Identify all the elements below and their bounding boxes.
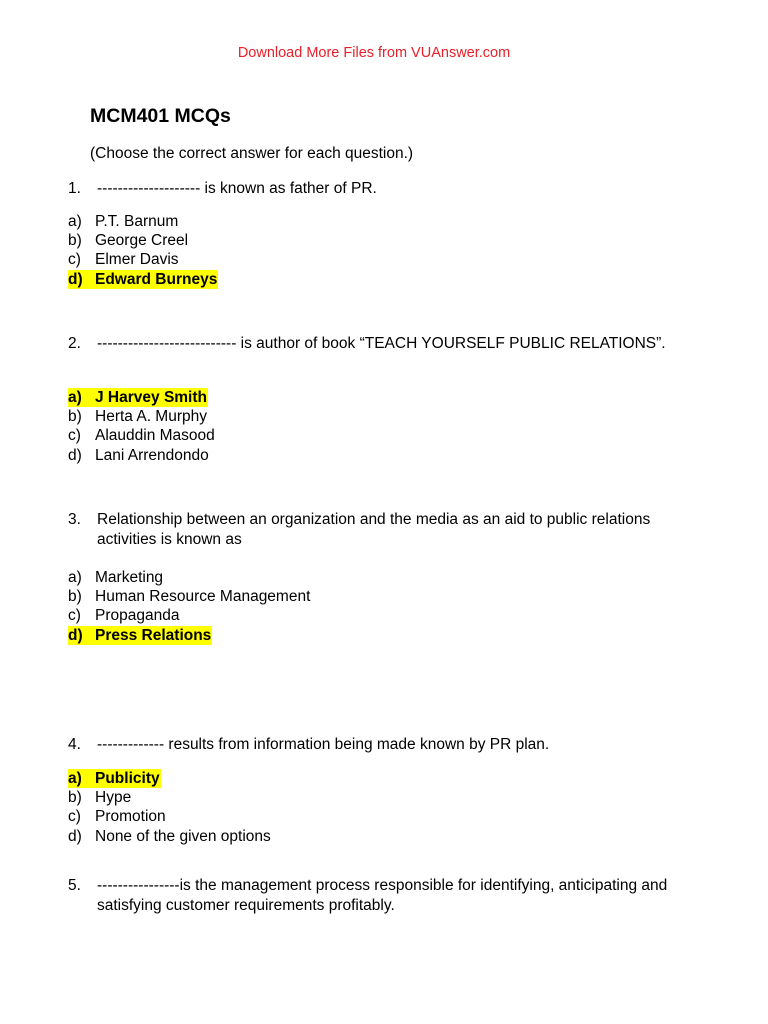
option-letter: c) xyxy=(68,427,81,445)
option-letter: a) xyxy=(68,213,82,230)
option-letter: a) xyxy=(68,770,82,787)
option-d[interactable] xyxy=(68,827,271,846)
question-number: 1. xyxy=(68,180,81,197)
option-text: Press Relations xyxy=(95,626,212,644)
question-3-options xyxy=(68,568,310,645)
option-text: George Creel xyxy=(95,232,189,250)
option-text: Edward Burneys xyxy=(95,270,218,288)
question-number: 2. xyxy=(68,335,81,352)
option-a-correct-answer[interactable] xyxy=(68,769,271,788)
option-a[interactable] xyxy=(68,212,218,231)
instructions-text: (Choose the correct answer for each question.) xyxy=(90,145,414,162)
option-letter: b) xyxy=(68,232,82,250)
option-text: Hype xyxy=(95,789,132,807)
option-letter: b) xyxy=(68,588,82,606)
question-1 xyxy=(68,179,678,199)
answer-highlight xyxy=(68,626,212,645)
option-letter: a) xyxy=(68,389,82,406)
question-number: 4. xyxy=(68,736,81,753)
option-letter: c) xyxy=(68,808,81,826)
option-text: Propaganda xyxy=(95,607,180,625)
option-b[interactable] xyxy=(68,407,215,426)
option-c[interactable] xyxy=(68,807,271,826)
option-text: Promotion xyxy=(95,808,166,826)
option-letter: d) xyxy=(68,626,83,644)
option-text: P.T. Barnum xyxy=(95,213,179,230)
option-letter: c) xyxy=(68,251,81,269)
question-2-options xyxy=(68,388,215,465)
question-4 xyxy=(68,735,678,755)
option-letter: c) xyxy=(68,607,81,625)
question-3 xyxy=(68,510,678,549)
option-letter: a) xyxy=(68,569,82,586)
option-a-correct-answer[interactable] xyxy=(68,388,215,407)
option-letter: d) xyxy=(68,270,83,288)
answer-highlight xyxy=(68,270,218,289)
answer-highlight xyxy=(68,388,208,407)
page-title: MCM401 MCQs xyxy=(90,105,231,127)
answer-highlight xyxy=(68,769,161,788)
option-letter: d) xyxy=(68,827,82,845)
option-d[interactable] xyxy=(68,446,215,465)
option-d-correct-answer[interactable] xyxy=(68,626,310,645)
download-link[interactable]: Download More Files from VUAnswer.com xyxy=(237,45,511,61)
question-number: 5. xyxy=(68,877,81,894)
option-b[interactable] xyxy=(68,587,310,606)
option-c[interactable] xyxy=(68,250,218,269)
option-a[interactable] xyxy=(68,568,310,587)
question-text: --------------------------- is author of book “TEACH YOURSELF PUBLIC RELATIONS”. xyxy=(97,335,666,352)
question-2 xyxy=(68,334,678,354)
option-text: Lani Arrendondo xyxy=(95,446,209,464)
question-text: -------------------- is known as father of PR. xyxy=(97,180,377,197)
question-1-options xyxy=(68,212,218,289)
option-b[interactable] xyxy=(68,231,218,250)
option-letter: b) xyxy=(68,408,82,426)
option-letter: b) xyxy=(68,789,82,807)
option-text: Herta A. Murphy xyxy=(95,408,207,426)
option-letter: d) xyxy=(68,446,82,464)
option-text: None of the given options xyxy=(95,827,271,845)
question-text: ------------- results from information being made known by PR plan. xyxy=(97,736,550,753)
question-5 xyxy=(68,876,678,915)
option-c[interactable] xyxy=(68,426,215,445)
option-d-correct-answer[interactable] xyxy=(68,270,218,289)
option-text: Alauddin Masood xyxy=(95,427,215,445)
option-text: Human Resource Management xyxy=(95,588,311,606)
option-text: Marketing xyxy=(95,569,164,586)
option-b[interactable] xyxy=(68,788,271,807)
question-number: 3. xyxy=(68,511,81,528)
option-text: Elmer Davis xyxy=(95,251,179,269)
question-text: ----------------is the management process responsible for identifying, anticipating and satisfying customer requirements profitably. xyxy=(97,877,668,914)
option-c[interactable] xyxy=(68,606,310,625)
option-text: Publicity xyxy=(95,770,160,787)
question-text: Relationship between an organization and the media as an aid to public relations activities is known as xyxy=(97,511,651,548)
question-4-options xyxy=(68,769,271,846)
option-text: J Harvey Smith xyxy=(95,389,207,406)
